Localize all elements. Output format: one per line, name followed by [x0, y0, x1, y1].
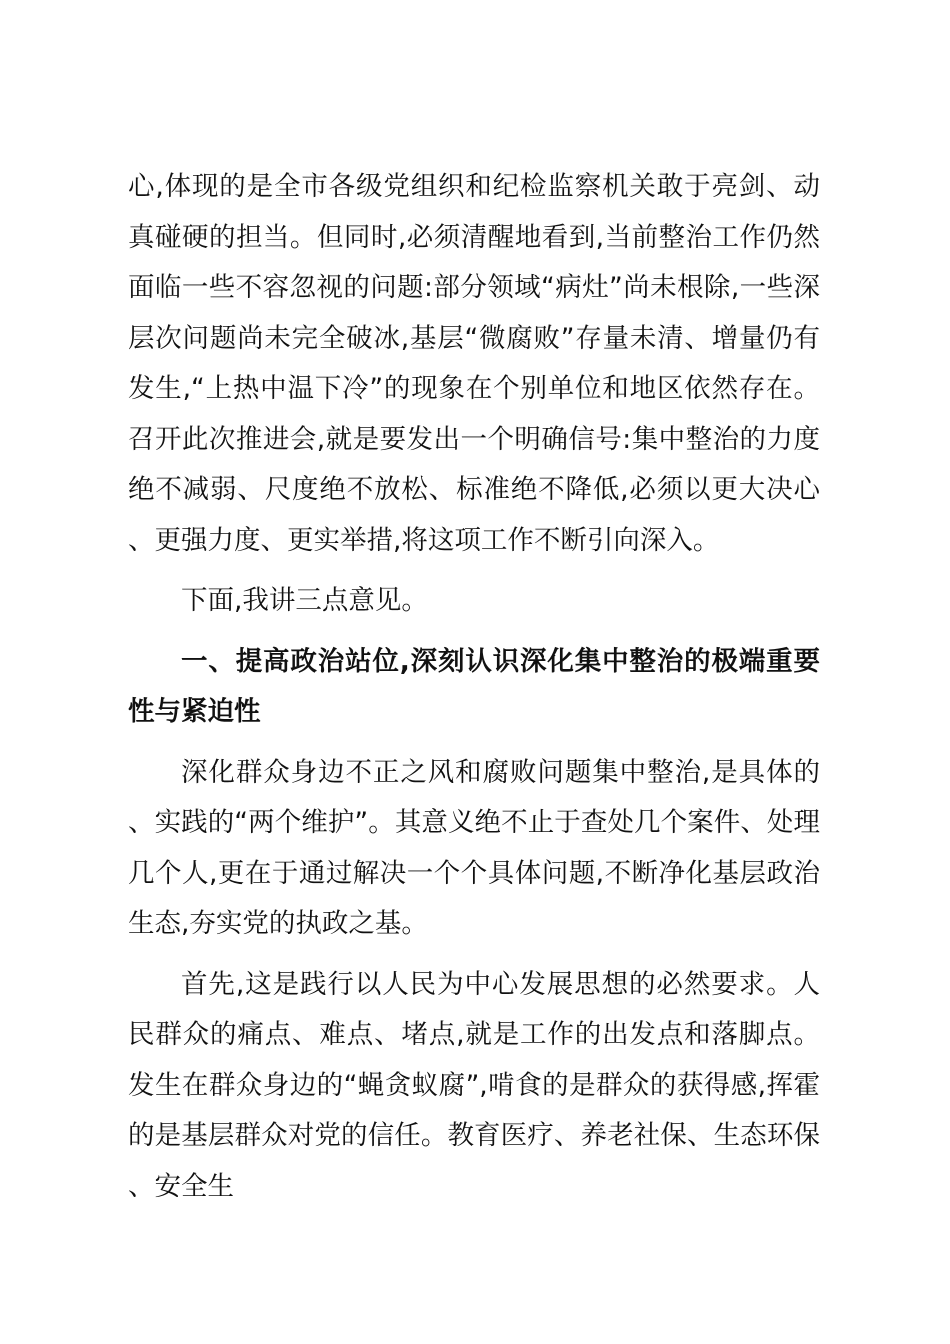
paragraph-continuation: 心,体现的是全市各级党组织和纪检监察机关敢于亮剑、动真碰硬的担当。但同时,必须清醒地看到,当前整治工作仍然面临一些不容忽视的问题:部分领域“病灶”尚未根除,一些深层次问题尚未完全破冰,基层“微腐败”存量未清、增量仍有发生,“上热中温下冷”的现象在个别单位和地区依然存在。召开此次推进会,就是要发出一个明确信号:集中整治的力度绝不减弱、尺度绝不放松、标准绝不降低,必须以更大决心、更强力度、更实举措,将这项工作不断引向深入。 [128, 171, 820, 556]
paragraph-intro-three-points: 下面,我讲三点意见。 [181, 585, 428, 616]
document-body [128, 162, 820, 1222]
paragraph-first-point: 首先,这是践行以人民为中心发展思想的必然要求。人民群众的痛点、难点、堵点,就是工作的出发点和落脚点。发生在群众身边的“蝇贪蚁腐”,啃食的是群众的获得感,挥霍的是基层群众对党的信任。教育医疗、养老社保、生态环保、安全生 [128, 968, 820, 1202]
section-heading-one: 一、提高政治站位,深刻认识深化集中整治的极端重要性与紧迫性 [128, 645, 820, 727]
paragraph-significance: 深化群众身边不正之风和腐败问题集中整治,是具体的、实践的“两个维护”。其意义绝不止于查处几个案件、处理几个人,更在于通过解决一个个具体问题,不断净化基层政治生态,夯实党的执政之基。 [128, 756, 820, 939]
